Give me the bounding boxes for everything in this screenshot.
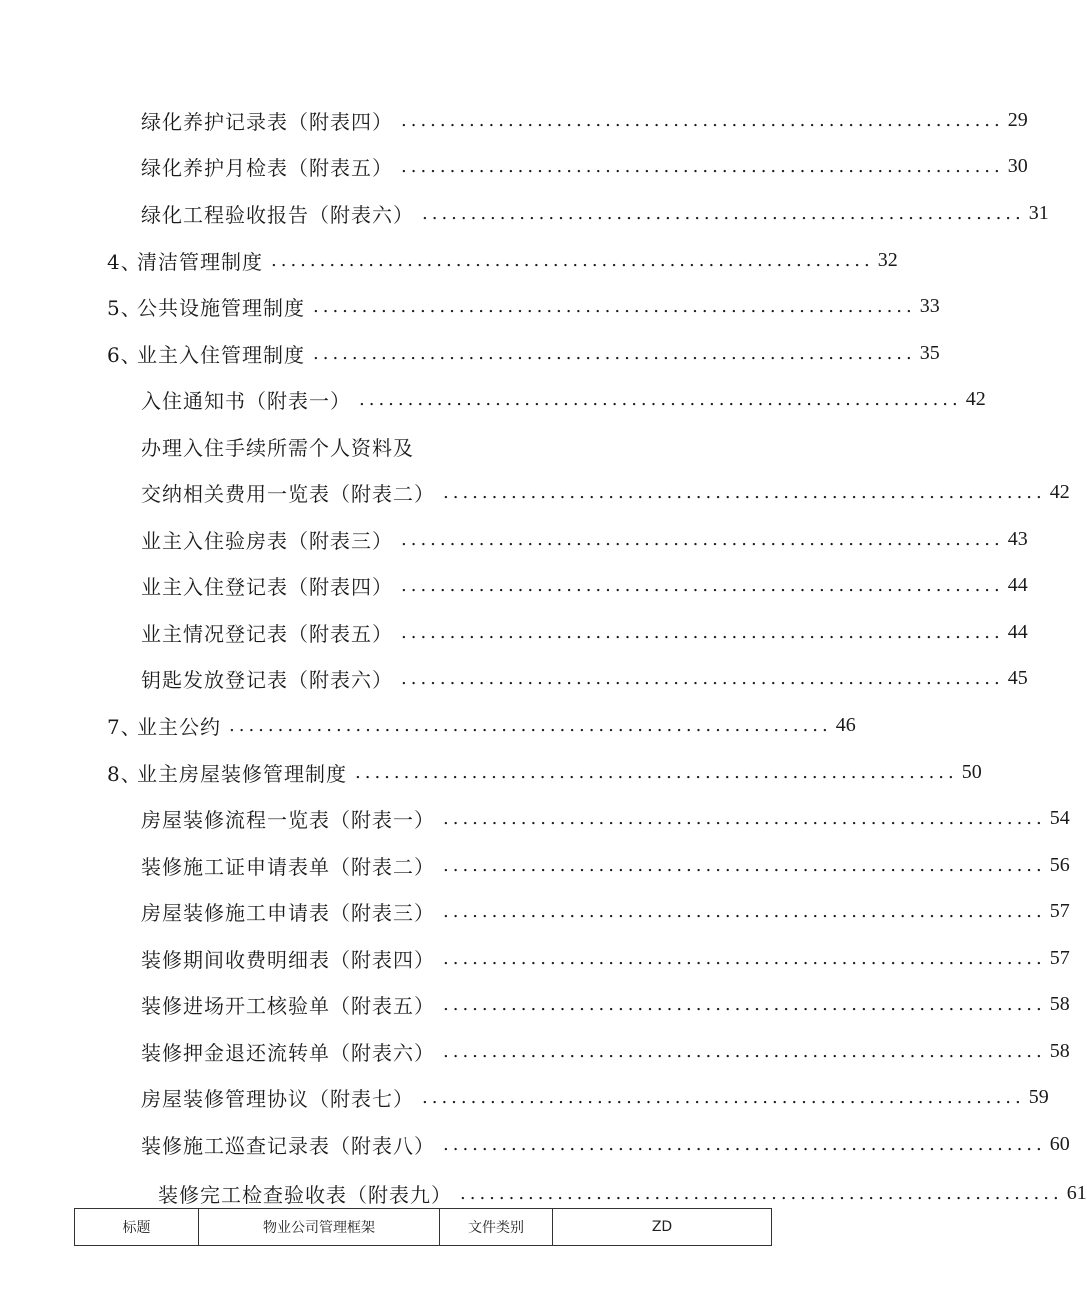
toc-leader-dots: .............................................................. bbox=[401, 667, 1004, 689]
toc-entry[interactable] bbox=[141, 845, 1070, 885]
toc-entry[interactable] bbox=[141, 1124, 1070, 1164]
toc-leader-dots: .............................................................. bbox=[443, 481, 1046, 503]
toc-entry-title: 公共设施管理制度 bbox=[137, 295, 305, 320]
toc-leader-dots: .............................................................. bbox=[460, 1182, 1063, 1204]
toc-entry-title: 装修押金退还流转单（附表六） bbox=[141, 1040, 435, 1065]
toc-entry-title: 装修进场开工核验单（附表五） bbox=[141, 993, 435, 1018]
toc-page-number: 59 bbox=[1028, 1085, 1049, 1108]
toc-leader-dots: .............................................................. bbox=[359, 388, 962, 410]
toc-entry[interactable] bbox=[141, 379, 986, 419]
toc-entry-title: 装修施工巡查记录表（附表八） bbox=[141, 1133, 435, 1158]
toc-entry[interactable] bbox=[141, 565, 1028, 605]
toc-entry-title: 房屋装修流程一览表（附表一） bbox=[141, 807, 435, 832]
toc-leader-dots: .............................................................. bbox=[313, 342, 916, 364]
toc-entry[interactable] bbox=[141, 798, 1070, 838]
toc-page-number: 29 bbox=[1007, 108, 1028, 131]
toc-leader-dots: .............................................................. bbox=[443, 1133, 1046, 1155]
toc-page-number: 45 bbox=[1007, 666, 1028, 689]
toc-page-number: 43 bbox=[1007, 527, 1028, 550]
toc-leader-dots: .............................................................. bbox=[271, 249, 874, 271]
toc-section-number: 5、 bbox=[107, 295, 142, 320]
toc-leader-dots: .............................................................. bbox=[401, 574, 1004, 596]
toc-entry-title: 业主入住登记表（附表四） bbox=[141, 574, 393, 599]
toc-page-number: 57 bbox=[1049, 946, 1070, 969]
toc-entry[interactable] bbox=[107, 752, 982, 792]
toc-entry-title: 房屋装修管理协议（附表七） bbox=[141, 1086, 414, 1111]
toc-leader-dots: .............................................................. bbox=[443, 947, 1046, 969]
toc-entry[interactable] bbox=[141, 1077, 1049, 1117]
toc-entry[interactable] bbox=[141, 519, 1028, 559]
toc-entry-title: 绿化工程验收报告（附表六） bbox=[141, 202, 414, 227]
toc-page-number: 44 bbox=[1007, 573, 1028, 596]
toc-entry[interactable] bbox=[158, 1173, 1087, 1213]
toc-page-number: 30 bbox=[1007, 154, 1028, 177]
toc-page-number: 35 bbox=[919, 341, 940, 364]
toc-page-number: 31 bbox=[1028, 201, 1049, 224]
toc-leader-dots: .............................................................. bbox=[422, 1086, 1025, 1108]
toc-entry-continued[interactable] bbox=[141, 426, 722, 466]
toc-section-number: 7、 bbox=[107, 714, 142, 739]
toc-entry[interactable] bbox=[107, 286, 940, 326]
toc-leader-dots: .............................................................. bbox=[313, 295, 916, 317]
toc-entry[interactable] bbox=[141, 891, 1070, 931]
toc-leader-dots: .............................................................. bbox=[401, 528, 1004, 550]
toc-entry-title: 绿化养护月检表（附表五） bbox=[141, 155, 393, 180]
toc-entry-title: 钥匙发放登记表（附表六） bbox=[141, 667, 393, 692]
toc-page-number: 46 bbox=[835, 713, 856, 736]
toc-section-number: 6、 bbox=[107, 342, 142, 367]
toc-leader-dots: .............................................................. bbox=[443, 807, 1046, 829]
toc-entry-title: 入住通知书（附表一） bbox=[141, 388, 351, 413]
toc-entry[interactable] bbox=[141, 193, 1049, 233]
toc-section-number: 8、 bbox=[107, 761, 142, 786]
toc-entry-title: 房屋装修施工申请表（附表三） bbox=[141, 900, 435, 925]
toc-leader-dots: .............................................................. bbox=[422, 202, 1025, 224]
toc-entry[interactable] bbox=[141, 146, 1028, 186]
toc-entry-title: 装修完工检查验收表（附表九） bbox=[158, 1182, 452, 1207]
footer-category-value: ZD bbox=[553, 1209, 772, 1246]
toc-section-number: 4、 bbox=[107, 249, 142, 274]
toc-entry-title: 业主情况登记表（附表五） bbox=[141, 621, 393, 646]
toc-entry-title: 办理入住手续所需个人资料及 bbox=[141, 435, 414, 460]
toc-entry[interactable] bbox=[107, 240, 898, 280]
toc-page-number: 42 bbox=[965, 387, 986, 410]
toc-entry[interactable] bbox=[141, 658, 1028, 698]
toc-page-number: 60 bbox=[1049, 1132, 1070, 1155]
toc-leader-dots: .............................................................. bbox=[355, 761, 958, 783]
toc-entry[interactable] bbox=[141, 100, 1028, 140]
toc-leader-dots: .............................................................. bbox=[229, 714, 832, 736]
toc-entry[interactable] bbox=[107, 333, 940, 373]
toc-entry-title: 业主公约 bbox=[137, 714, 221, 739]
toc-entry[interactable] bbox=[141, 938, 1070, 978]
toc-entry-title: 清洁管理制度 bbox=[137, 249, 263, 274]
toc-entry-title: 业主房屋装修管理制度 bbox=[137, 761, 347, 786]
toc-leader-dots: .............................................................. bbox=[401, 109, 1004, 131]
toc-leader-dots: .............................................................. bbox=[401, 621, 1004, 643]
toc-entry[interactable] bbox=[107, 705, 856, 745]
footer-title-value: 物业公司管理框架 bbox=[199, 1209, 440, 1246]
toc-entry-title: 交纳相关费用一览表（附表二） bbox=[141, 481, 435, 506]
toc-leader-dots: .............................................................. bbox=[401, 155, 1004, 177]
toc-page-number: 42 bbox=[1049, 480, 1070, 503]
toc-leader-dots: .............................................................. bbox=[443, 1040, 1046, 1062]
toc-page-number: 32 bbox=[877, 248, 898, 271]
toc-leader-dots: .............................................................. bbox=[443, 900, 1046, 922]
toc-page-number: 56 bbox=[1049, 853, 1070, 876]
toc-page-number: 61 bbox=[1066, 1181, 1087, 1204]
toc-entry-title: 绿化养护记录表（附表四） bbox=[141, 109, 393, 134]
toc-entry[interactable] bbox=[141, 1031, 1070, 1071]
toc-entry-title: 装修期间收费明细表（附表四） bbox=[141, 947, 435, 972]
toc-page-number: 50 bbox=[961, 760, 982, 783]
footer-category-label: 文件类别 bbox=[440, 1209, 553, 1246]
toc-entry-title: 装修施工证申请表单（附表二） bbox=[141, 854, 435, 879]
toc-page-number: 54 bbox=[1049, 806, 1070, 829]
toc-page-number: 33 bbox=[919, 294, 940, 317]
toc-page-number: 58 bbox=[1049, 992, 1070, 1015]
toc-entry-title: 业主入住管理制度 bbox=[137, 342, 305, 367]
toc-leader-dots: .............................................................. bbox=[443, 854, 1046, 876]
toc-entry-title: 业主入住验房表（附表三） bbox=[141, 528, 393, 553]
toc-entry[interactable] bbox=[141, 612, 1028, 652]
toc-entry[interactable] bbox=[141, 984, 1070, 1024]
footer-title-label: 标题 bbox=[75, 1209, 199, 1246]
toc-page-number: 58 bbox=[1049, 1039, 1070, 1062]
toc-page-number: 57 bbox=[1049, 899, 1070, 922]
toc-page-number: 44 bbox=[1007, 620, 1028, 643]
toc-entry[interactable] bbox=[141, 472, 1070, 512]
document-footer-table bbox=[74, 1208, 772, 1246]
toc-leader-dots: .............................................................. bbox=[443, 993, 1046, 1015]
